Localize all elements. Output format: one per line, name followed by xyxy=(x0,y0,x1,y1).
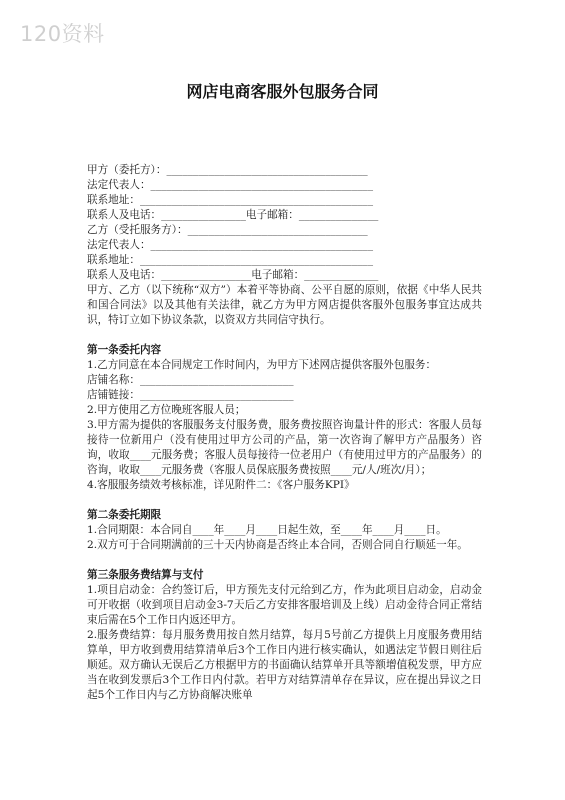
shop-link-field: 店铺链接：_____________________________ xyxy=(87,389,294,401)
section-2-item: 1.合同期限：本合同自____年____月____日起生效，至____年____月____日。 xyxy=(87,524,447,536)
party-a-representative-field: 法定代表人：__________________________________________ xyxy=(87,179,374,191)
section-3-item: 1.项目启动金：合约签订后，甲方预先支付元给到乙方，作为此项目启动金，启动金可开收据（收到项目启动金3-7天后乙方安排客服培训及上线）启动金待合同正常结束后需在5个工作日内返还甲方。 xyxy=(87,584,482,626)
section-2-item: 2.双方可于合同期满前的三十天内协商是否终止本合同，否则合同自行顺延一年。 xyxy=(87,539,468,551)
party-a-address-field: 联系地址：____________________________________________ xyxy=(87,194,374,206)
document-title: 网店电商客服外包服务合同 xyxy=(186,82,379,101)
party-b-representative-field: 法定代表人：__________________________________________ xyxy=(87,239,374,251)
document-body xyxy=(87,163,482,703)
section-1-item: 2.甲方使用乙方位晚班客服人员； xyxy=(87,404,246,416)
section-2-heading: 第二条委托期限 xyxy=(87,509,162,521)
party-info-block xyxy=(87,163,482,283)
party-b-address-field: 联系地址：____________________________________________ xyxy=(87,254,374,266)
section-3-heading: 第三条服务费结算与支付 xyxy=(87,569,204,581)
section-1-item: 1.乙方同意在本合同规定工作时间内，为甲方下述网店提供客服外包服务： xyxy=(87,359,437,371)
shop-name-field: 店铺名称：_____________________________ xyxy=(87,374,294,386)
party-a-field: 甲方（委托方）：______________________________________ xyxy=(87,164,368,176)
watermark-logo: 120资料 xyxy=(20,22,105,46)
party-b-contact-field: 联系人及电话：_________________电子邮箱：______________ xyxy=(87,269,379,281)
section-1-item: 4.客服服务绩效考核标准，详见附件二：《客户服务KPI》 xyxy=(87,479,355,491)
party-a-contact-field: 联系人及电话：________________电子邮箱：_______________ xyxy=(87,209,379,221)
party-b-field: 乙方（受托服务方）：__________________________________ xyxy=(87,224,368,236)
section-1-heading: 第一条委托内容 xyxy=(87,344,162,356)
intro-paragraph: 甲方、乙方（以下统称“双方”）本着平等协商、公平自愿的原则，依据《中华人民共和国合同法》以及其他有关法律，就乙方为甲方网店提供客服外包服务事宜达成共识，特订立如下协议条款，以资双方共同信守执行。 xyxy=(87,284,482,326)
section-1-item: 3.甲方需为提供的客服服务支付服务费，服务费按照咨询量计件的形式：客服人员每接待一位新用户（没有使用过甲方公司的产品，第一次咨询了解甲方产品服务）咨询，收取____元服务费；客服人员每接待一位老用户（有使用过甲方的产品服务）的咨询，收取____元服务费（客服人员保底服务费按照____元/人/班次/月）； xyxy=(87,419,482,476)
section-3-item: 2.服务费结算：每月服务费用按自然月结算，每月5号前乙方提供上月度服务费用结算单，甲方收到费用结算清单后3个工作日内进行核实确认，如遇法定节假日则往后顺延。双方确认无误后乙方根据甲方的书面确认结算单开具等额增值税发票，甲方应当在收到发票后3个工作日内付款。若甲方对结算清单存在异议，应在提出异议之日起5个工作日内与乙方协商解决账单 xyxy=(87,629,482,701)
